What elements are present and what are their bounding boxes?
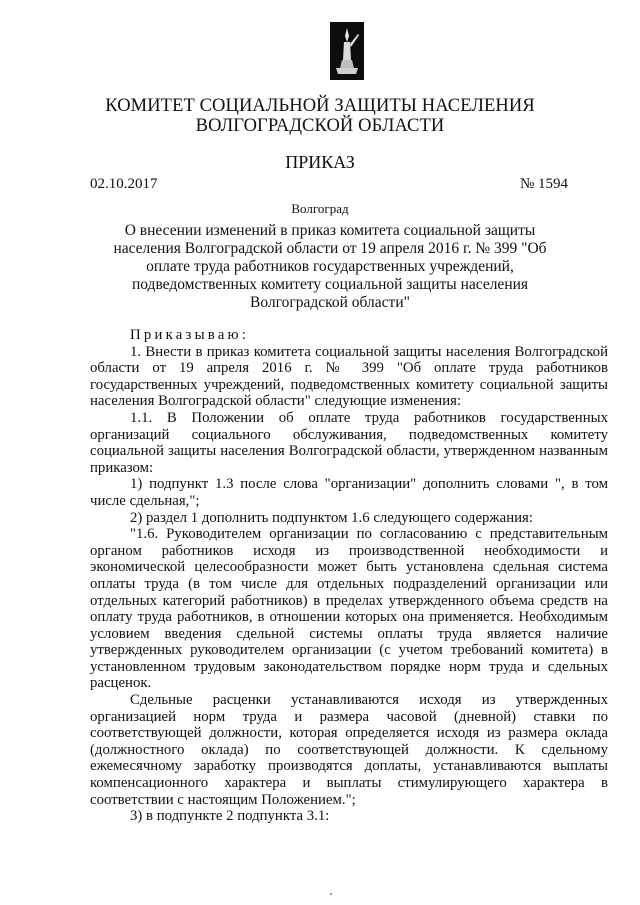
paragraph-1-1: 1.1. В Положении об оплате труда работников государственных организаций социального обслуживания, подведомственных комитету социальной защиты населения Волгоградской области, утвержденном названным приказом: bbox=[90, 409, 608, 476]
organization-name-line1: КОМИТЕТ СОЦИАЛЬНОЙ ЗАЩИТЫ НАСЕЛЕНИЯ bbox=[105, 96, 535, 116]
paragraph-1-1-item-3: 3) в подпункте 2 подпункта 3.1: bbox=[130, 808, 330, 825]
coat-of-arms-icon bbox=[330, 22, 364, 80]
document-subject: О внесении изменений в приказ комитета социальной защиты населения Волгоградской области от 19 апреля 2016 г. № 399 "Об оплате труда работников государственных учреждений, подведомственных комитету социальной защиты населения Волгоградской области" bbox=[113, 222, 547, 311]
paragraph-1: 1. Внести в приказ комитета социальной защиты населения Волгоградской области от 19 апреля 2016 г. № 399 "Об оплате труда работников государственных учреждений, подведомственных комитету социальной защиты населения Волгоградской области" следующие изменения: bbox=[90, 343, 608, 410]
paragraph-1-6: "1.6. Руководителем организации по согласованию с представительным органом работников исходя из производственной необходимости и экономической целесообразности может быть установлена сдельная система оплаты труда (в том числе для отдельных подразделений организации или отдельных категорий работников) в пределах утвержденного объема средств на оплату труда работников, в отношении которых она применяется. Необходимым условием введения сдельной системы оплаты труда является наличие утвержденных руководителем организации (с учетом требований комитета) в установленном трудовым законодательством порядке норм труда и сдельных расценок. bbox=[90, 526, 608, 692]
paragraph-1-1-item-1: 1) подпункт 1.3 после слова "организации" дополнить словами ", в том числе сдельная,"; bbox=[90, 476, 608, 509]
page-mark bbox=[330, 893, 332, 895]
paragraph-1-1-item-2: 2) раздел 1 дополнить подпунктом 1.6 следующего содержания: bbox=[130, 509, 533, 526]
document-date: 02.10.2017 bbox=[90, 176, 158, 192]
organization-name-line2: ВОЛГОГРАДСКОЙ ОБЛАСТИ bbox=[195, 116, 445, 136]
organization-name bbox=[0, 96, 640, 136]
document-city: Волгоград bbox=[291, 201, 349, 216]
document-body bbox=[90, 327, 608, 825]
orders-heading: Приказываю: bbox=[130, 327, 250, 343]
paragraph-piece-rates: Сдельные расценки устанавливаются исходя из утвержденных организацией норм труда и размера часовой (дневной) ставки по соответствующей должности, которая определяется исходя из размера оклада (должностного оклада) по соответствующей должности. К сдельному ежемесячному заработку производятся доплаты, устанавливаются выплаты компенсационного характера и выплаты стимулирующего характера в соответствии с настоящим Положением."; bbox=[90, 692, 608, 808]
document-type: ПРИКАЗ bbox=[285, 152, 355, 172]
document-number: № 1594 bbox=[519, 176, 568, 192]
